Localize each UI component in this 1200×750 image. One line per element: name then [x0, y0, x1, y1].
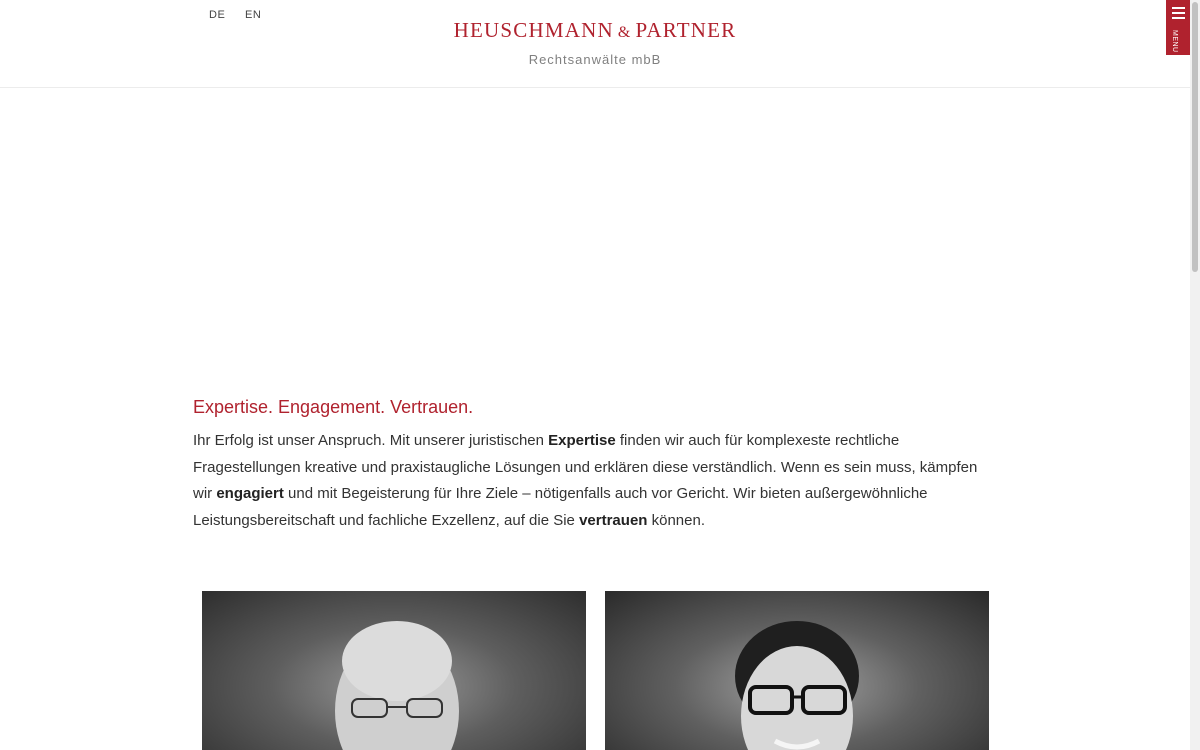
intro-emphasis-vertrauen: vertrauen — [579, 511, 648, 529]
intro-text-part: Ihr Erfolg ist unser Anspruch. Mit unserer juristischen — [193, 432, 549, 449]
brand-logo[interactable] — [0, 18, 1190, 43]
intro-text-part: und mit Begeisterung für Ihre Ziele – nötigenfalls auch vor Gericht. Wir bieten außergewöhnliche Leistungsbereitschaft und fachliche Exzellenz, auf die Sie — [193, 485, 928, 529]
partner-portrait-2[interactable] — [605, 591, 989, 750]
scrollbar-thumb[interactable] — [1192, 2, 1198, 272]
intro-text-part: können. — [647, 511, 705, 529]
portrait-photo-1 — [202, 591, 586, 750]
intro-text-part: finden wir auch für komplexeste rechtliche Fragestellungen kreative und praxistaugliche Lösungen und erklären diese verständlich. Wenn es sein muss, kämpfen wir — [193, 432, 978, 502]
brand-name-right: PARTNER — [635, 18, 737, 42]
brand-name-left: HEUSCHMANN — [453, 18, 614, 42]
language-de-link[interactable]: DE — [209, 9, 226, 21]
brand-tagline: Rechtsanwälte mbB — [528, 52, 662, 67]
portrait-photo-2 — [605, 591, 989, 750]
site-header — [0, 0, 1190, 88]
partner-portrait-1[interactable] — [202, 591, 586, 750]
hamburger-icon — [1172, 7, 1185, 22]
language-en-link[interactable]: EN — [245, 9, 262, 21]
intro-emphasis-expertise: Expertise — [548, 432, 616, 449]
scrollbar[interactable] — [1190, 0, 1200, 750]
intro-emphasis-engagiert: engagiert — [216, 485, 284, 502]
menu-label: MENU — [1171, 30, 1178, 53]
intro-heading: Expertise. Engagement. Vertrauen. — [193, 397, 474, 417]
menu-button[interactable] — [1166, 0, 1190, 55]
brand-ampersand: & — [617, 24, 632, 41]
intro-paragraph — [193, 428, 993, 534]
